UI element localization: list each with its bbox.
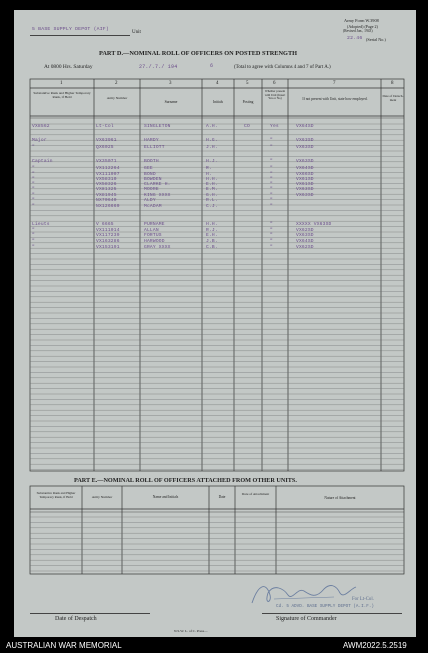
e-col-header-army-number: Army Number (91, 495, 113, 499)
cell-number: VX58310 (96, 177, 117, 182)
cell-surname: CLARKE H. (144, 182, 171, 187)
cell-present: " (270, 172, 273, 177)
col-num-8: 8 (391, 81, 394, 86)
e-col-header-attachment-date: Date of Attachment (241, 492, 270, 496)
cell-rank: " (32, 245, 35, 250)
document-page (14, 10, 416, 637)
report-year: 6 (210, 63, 214, 69)
cell-present: " (270, 182, 273, 187)
cell-surname: FORTUS (144, 233, 162, 238)
date-of-despatch-label: Date of Despatch (55, 616, 97, 622)
cell-surname: ALDY (144, 198, 156, 203)
cell-initials: H.H. (206, 177, 218, 182)
cell-employed: VX62SD (296, 228, 314, 233)
commander-signature-label: Signature of Commander (276, 616, 337, 622)
col-header-detachment: Date of Detach-ment (382, 94, 404, 102)
cell-employed: VX63SD (296, 145, 314, 150)
cell-employed: VX63SD (296, 187, 314, 192)
e-col-header-rank: Substantive Rank and Higher Temporary Rank, if Held (36, 491, 76, 499)
col-header-posting: Posting (242, 100, 254, 104)
col-header-surname: Surname (164, 100, 178, 104)
cell-surname: ELLIOTT (144, 145, 165, 150)
report-date: 27./.7./ 194 (139, 64, 178, 70)
cell-initials: G.H. (206, 193, 218, 198)
part-e-table-grid (14, 10, 416, 637)
for-commander: For Lt-Col. (352, 597, 374, 602)
cell-initials: A.H. (206, 124, 218, 129)
cell-initials: J.B. (206, 239, 218, 244)
cell-number: VX81325 (96, 187, 117, 192)
cell-number: Lt-Col (96, 124, 114, 129)
part-d-title: PART D.—NOMINAL ROLL OF OFFICERS ON POSTED STRENGTH (99, 50, 298, 57)
col-header-rank: Substantive Rank and Higher Temporary Rank, if Held (33, 91, 91, 100)
cell-surname: MOORE (144, 187, 159, 192)
cell-number: VX117239 (96, 233, 120, 238)
cell-rank: " (32, 233, 35, 238)
cell-number: VX35071 (96, 159, 117, 164)
cell-rank: " (32, 198, 35, 203)
col-header-employed: If not present with Unit, state how employed. (302, 97, 368, 101)
cell-present: " (270, 145, 273, 150)
cell-number: V 6665 (96, 222, 114, 227)
cell-employed: VX63SD (296, 233, 314, 238)
cell-number: NX126669 (96, 204, 120, 209)
cell-initials: H.G. (206, 138, 218, 143)
cell-rank: " (32, 193, 35, 198)
cell-surname: GRAY XXXX (144, 245, 171, 250)
cell-number: VX63961 (96, 138, 117, 143)
serial-label: (Serial No.) (366, 37, 386, 42)
e-col-header-date: Date (218, 495, 226, 499)
cell-employed: VX66SD (296, 172, 314, 177)
cell-number: VX111014 (96, 228, 120, 233)
cell-number: VX163286 (96, 239, 120, 244)
cell-number: VX112264 (96, 166, 120, 171)
cell-surname: BOND (144, 172, 156, 177)
cell-employed: VX61SD (296, 182, 314, 187)
cell-surname: HARDY (144, 138, 159, 143)
cell-number: VX58326 (96, 182, 117, 187)
col-num-4: 4 (216, 81, 219, 86)
cell-rank: " (32, 145, 35, 150)
unit-name: 5 BASE SUPPLY DEPOT (AIF) (32, 27, 109, 32)
form-adopted: (Adopted) (Page 2) (347, 24, 378, 29)
cell-employed: VX64SD (296, 239, 314, 244)
cell-surname: HARWOOD (144, 239, 165, 244)
cell-rank: " (32, 182, 35, 187)
cell-present: " (270, 166, 273, 171)
cell-employed: VX62SD (296, 245, 314, 250)
cell-rank: Lieuts (32, 222, 50, 227)
part-e-title: PART E.—NOMINAL ROLL OF OFFICERS ATTACHED FROM OTHER UNITS. (74, 477, 297, 484)
cell-rank: " (32, 228, 35, 233)
unit-stamp: Cd. 5 ADVD. BASE SUPPLY DEPOT (A.I.F.) (276, 604, 374, 609)
cell-employed: VX61SD (296, 177, 314, 182)
form-revised: (Revised Jan., 1943) (343, 29, 373, 33)
cell-employed: XXXXX VX63SD (296, 222, 332, 227)
cell-present: " (270, 177, 273, 182)
credit-left: AUSTRALIAN WAR MEMORIAL (6, 641, 122, 650)
cell-initials: J.H. (206, 145, 218, 150)
col-num-1: 1 (60, 81, 63, 86)
cell-rank: " (32, 166, 35, 171)
cell-present: " (270, 138, 273, 143)
cell-employed: VX63SD (296, 193, 314, 198)
cell-number: NX70640 (96, 198, 117, 203)
cell-rank: " (32, 204, 35, 209)
cell-rank: " (32, 239, 35, 244)
e-col-header-nature: Nature of Attachment (324, 496, 356, 500)
cell-rank: " (32, 172, 35, 177)
cell-surname: ALLAN (144, 228, 159, 233)
credit-right: AWM2022.5.2519 (343, 641, 407, 650)
cell-employed: VX64SD (296, 124, 314, 129)
cell-present: " (270, 187, 273, 192)
cell-surname: KING XXXX (144, 193, 171, 198)
at-line-end: (Total to agree with Columns 4 and 7 of Part A.) (234, 65, 331, 70)
form-number: Army Form W.3908 (344, 18, 379, 23)
cell-present: " (270, 239, 273, 244)
cell-initials: H. (206, 172, 212, 177)
cell-employed: VX64SD (296, 166, 314, 171)
cell-initials: C.B. (206, 245, 218, 250)
cell-number: VX111007 (96, 172, 120, 177)
cell-initials: E.H. (206, 182, 218, 187)
col-num-6: 6 (273, 81, 276, 86)
at-line-start: At 0800 Hrs. Saturday (44, 64, 93, 70)
cell-posting: CO (244, 124, 250, 129)
cell-surname: GEE (144, 166, 153, 171)
cell-present: " (270, 233, 273, 238)
cell-present: " (270, 193, 273, 198)
col-header-army-number: Army Number (106, 96, 128, 100)
cell-number: VX81945 (96, 193, 117, 198)
cell-present: " (270, 204, 273, 209)
cell-surname: SINGLETON (144, 124, 171, 129)
serial-number: 22.46 (347, 36, 363, 41)
cell-number: QX6025 (96, 145, 114, 150)
col-num-7: 7 (333, 81, 336, 86)
cell-present: " (270, 245, 273, 250)
e-col-header-name: Name and Initials (152, 495, 179, 499)
col-num-2: 2 (115, 81, 118, 86)
cell-number: VX153191 (96, 245, 120, 250)
cell-rank: " (32, 187, 35, 192)
cell-present: " (270, 222, 273, 227)
cell-surname: BOWDEN (144, 177, 162, 182)
col-num-3: 3 (169, 81, 172, 86)
cell-present: " (270, 228, 273, 233)
cell-rank: Captain (32, 159, 53, 164)
cell-surname: McADAM (144, 204, 162, 209)
cell-initials: H.J. (206, 159, 218, 164)
cell-initials: E.H. (206, 233, 218, 238)
printer-imprint: N.S.W. L. of C. Press— (174, 629, 208, 633)
cell-rank: VX8562 (32, 124, 50, 129)
col-header-initials: Initials (213, 100, 223, 104)
cell-employed: VX63SD (296, 159, 314, 164)
cell-employed: VX63SD (296, 138, 314, 143)
col-num-5: 5 (246, 81, 249, 86)
cell-initials: E.M. (206, 187, 218, 192)
cell-present: " (270, 159, 273, 164)
cell-initials: C.J. (206, 204, 218, 209)
cell-surname: PURNAME (144, 222, 165, 227)
cell-present: Yes (270, 124, 279, 129)
cell-initials: R. (206, 166, 212, 171)
cell-initials: R.J. (206, 228, 218, 233)
cell-initials: H.H. (206, 222, 218, 227)
cell-initials: R.L. (206, 198, 218, 203)
col-header-present: Whether present with Unit (Insert Yes or No) (264, 89, 286, 101)
cell-rank: Major (32, 138, 47, 143)
unit-label: Unit (132, 30, 141, 35)
cell-surname: BOOTH (144, 159, 159, 164)
cell-rank: " (32, 177, 35, 182)
cell-present: " (270, 198, 273, 203)
